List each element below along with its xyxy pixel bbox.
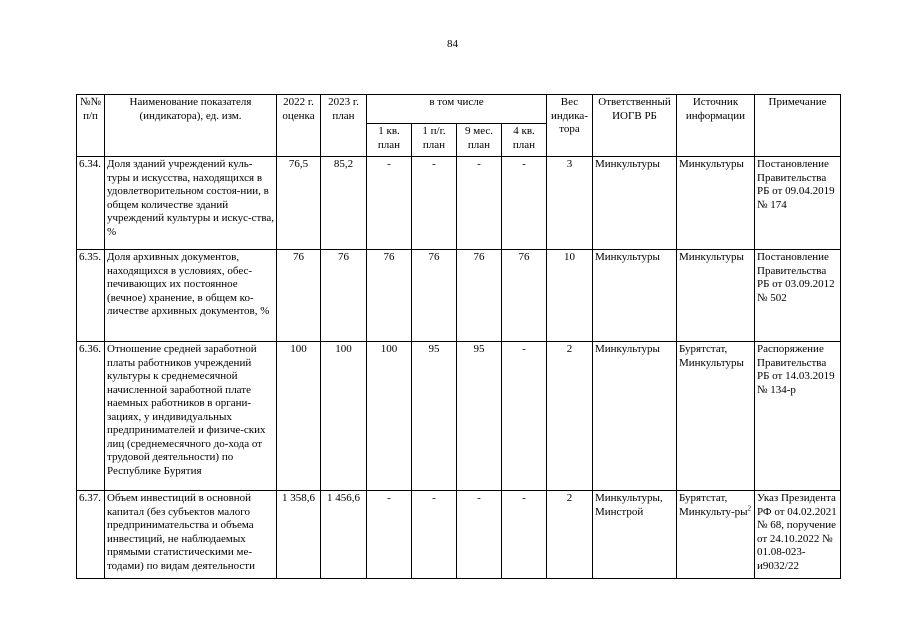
- row-m9: -: [457, 491, 502, 579]
- row-2023: 100: [321, 342, 367, 491]
- row-responsible: Минкультуры: [593, 342, 677, 491]
- row-weight: 2: [547, 491, 593, 579]
- row-name: Объем инвестиций в основной капитал (без субъектов малого предпринимательства и объема инвестиций, не наблюдаемых прямыми статистическими ме-тодами) по видам деятельности: [105, 491, 277, 579]
- header-responsible: Ответственный ИОГВ РБ: [593, 95, 677, 157]
- header-q1: 1 кв. план: [367, 124, 412, 157]
- row-num: 6.37.: [77, 491, 105, 579]
- row-h1: -: [412, 157, 457, 250]
- header-2023: 2023 г. план: [321, 95, 367, 157]
- header-note: Примечание: [755, 95, 841, 157]
- row-responsible: Минкультуры: [593, 157, 677, 250]
- row-source-text: Бурятстат, Минкульту-ры: [679, 492, 748, 518]
- row-m9: 95: [457, 342, 502, 491]
- table-row: [77, 157, 841, 250]
- row-num: 6.36.: [77, 342, 105, 491]
- row-source-text: Минкультуры: [679, 158, 744, 170]
- row-name: Доля зданий учреждений куль-туры и искусства, находящихся в удовлетворительном состоя-нии, в общем количестве зданий учреждений культуры и искус-ства, %: [105, 157, 277, 250]
- row-note: Постановление Правительства РБ от 03.09.2012 № 502: [755, 250, 841, 342]
- indicators-table: [76, 94, 841, 579]
- table-row: [77, 250, 841, 342]
- table-row: [77, 342, 841, 491]
- header-name: Наименование показателя (индикатора), ед. изм.: [105, 95, 277, 157]
- header-source: Источник информации: [677, 95, 755, 157]
- row-2022: 76,5: [277, 157, 321, 250]
- row-weight: 3: [547, 157, 593, 250]
- row-2022: 1 358,6: [277, 491, 321, 579]
- row-note: Распоряжение Правительства РБ от 14.03.2019 № 134-р: [755, 342, 841, 491]
- row-name: Доля архивных документов, находящихся в условиях, обес-печивающих их постоянное (вечное) хранение, в общем ко-личестве архивных документов, %: [105, 250, 277, 342]
- row-q4: 76: [502, 250, 547, 342]
- row-num: 6.35.: [77, 250, 105, 342]
- row-source: [677, 250, 755, 342]
- row-2022: 76: [277, 250, 321, 342]
- row-q4: -: [502, 491, 547, 579]
- row-m9: -: [457, 157, 502, 250]
- row-h1: 76: [412, 250, 457, 342]
- row-source: [677, 342, 755, 491]
- row-responsible: Минкультуры: [593, 250, 677, 342]
- row-h1: -: [412, 491, 457, 579]
- row-responsible: Минкультуры, Минстрой: [593, 491, 677, 579]
- header-m9: 9 мес. план: [457, 124, 502, 157]
- row-q1: -: [367, 491, 412, 579]
- row-2023: 76: [321, 250, 367, 342]
- row-source-text: Минкультуры: [679, 251, 744, 263]
- row-h1: 95: [412, 342, 457, 491]
- row-note: Указ Президента РФ от 04.02.2021 № 68, поручение от 24.10.2022 № 01.08-023-и9032/22: [755, 491, 841, 579]
- row-weight: 2: [547, 342, 593, 491]
- header-num: №№ п/п: [77, 95, 105, 157]
- row-q1: 76: [367, 250, 412, 342]
- table-row: [77, 491, 841, 579]
- row-q1: 100: [367, 342, 412, 491]
- row-note: Постановление Правительства РБ от 09.04.2019 № 174: [755, 157, 841, 250]
- header-q4: 4 кв. план: [502, 124, 547, 157]
- header-weight: Вес индика-тора: [547, 95, 593, 157]
- table-header: [77, 95, 841, 157]
- header-h1: 1 п/г. план: [412, 124, 457, 157]
- row-2023: 1 456,6: [321, 491, 367, 579]
- row-q1: -: [367, 157, 412, 250]
- header-2022: 2022 г. оценка: [277, 95, 321, 157]
- row-num: 6.34.: [77, 157, 105, 250]
- table-body: [77, 157, 841, 579]
- row-2022: 100: [277, 342, 321, 491]
- row-source: [677, 157, 755, 250]
- row-q4: -: [502, 157, 547, 250]
- row-q4: -: [502, 342, 547, 491]
- row-source: [677, 491, 755, 579]
- header-including: в том числе: [367, 95, 547, 124]
- row-weight: 10: [547, 250, 593, 342]
- row-name: Отношение средней заработной платы работников учреждений культуры к среднемесячной начисленной заработной плате наемных работников в органи-зациях, у индивидуальных предпринимателей и физиче-ских лиц (среднемесячного до-хода от трудовой деятельности) по Республике Бурятия: [105, 342, 277, 491]
- row-2023: 85,2: [321, 157, 367, 250]
- row-source-footnote: 2: [747, 503, 752, 512]
- row-source-text: Бурятстат, Минкультуры: [679, 343, 744, 369]
- page-number: 84: [447, 38, 458, 50]
- row-m9: 76: [457, 250, 502, 342]
